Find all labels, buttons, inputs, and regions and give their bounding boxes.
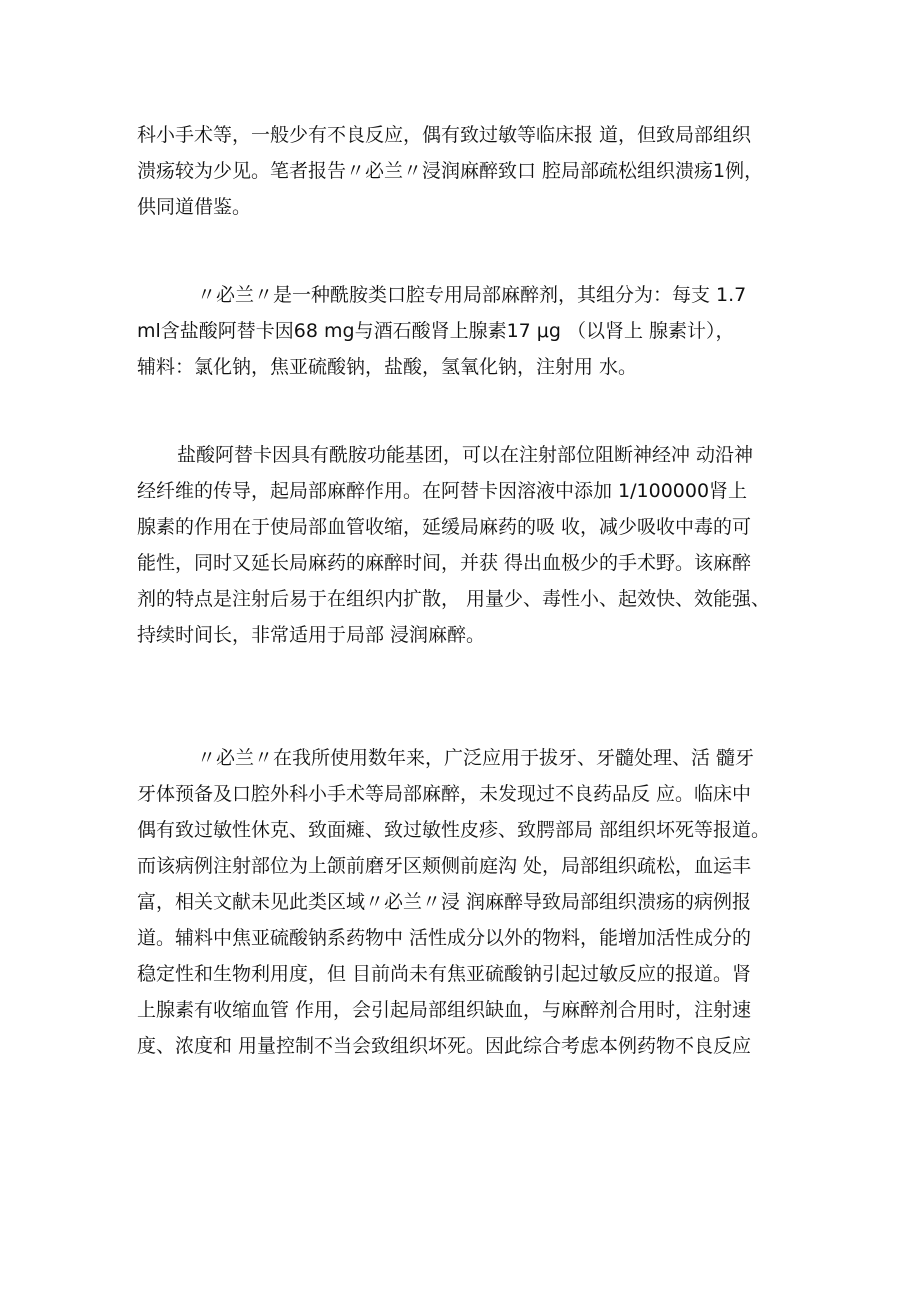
text-line: 溃疡较为少见。笔者报告〃必兰〃浸润麻醉致口 腔局部疏松组织溃疡1例， xyxy=(137,160,764,182)
text-line: 辅料：氯化钠，焦亚硫酸钠，盐酸，氢氧化钠，注射用 水。 xyxy=(137,356,638,378)
text-line: 道。辅料中焦亚硫酸钠系药物中 活性成分以外的物料，能增加活性成分的 xyxy=(137,927,752,949)
text-line: 盐酸阿替卡因具有酰胺功能基团，可以在注射部位阻断神经冲 动沿神 xyxy=(177,444,754,466)
text-line: 腺素的作用在于使局部血管收缩，延缓局麻药的吸 收，减少吸收中毒的可 xyxy=(137,516,752,538)
text-line: 而该病例注射部位为上颌前磨牙区颊侧前庭沟 处，局部组织疏松，血运丰 xyxy=(137,855,752,877)
text-line: 能性，同时又延长局麻药的麻醉时间，并获 得出血极少的手术野。该麻醉 xyxy=(137,552,752,574)
text-line: 度、浓度和 用量控制不当会致组织坏死。因此综合考虑本例药物不良反应 xyxy=(137,1035,752,1057)
text-line: 剂的特点是注射后易于在组织内扩散， 用量少、毒性小、起效快、效能强、 xyxy=(137,588,771,610)
text-line: 富，相关文献未见此类区域〃必兰〃浸 润麻醉导致局部组织溃疡的病例报 xyxy=(137,891,752,913)
paragraph-1 xyxy=(137,117,797,225)
paragraph-3 xyxy=(137,437,797,653)
text-line: 稳定性和生物利用度，但 目前尚未有焦亚硫酸钠引起过敏反应的报道。肾 xyxy=(137,963,752,985)
text-line: 牙体预备及口腔外科小手术等局部麻醉，未发现过不良药品反 应。临床中 xyxy=(137,783,752,805)
text-line: ml含盐酸阿替卡因68 mg与酒石酸肾上腺素17 μg （以肾上 腺素计）， xyxy=(137,320,735,342)
paragraph-2 xyxy=(137,277,797,385)
text-line: 供同道借鉴。 xyxy=(137,196,252,218)
text-line: 上腺素有收缩血管 作用，会引起局部组织缺血，与麻醉剂合用时，注射速 xyxy=(137,999,752,1021)
text-line: 经纤维的传导，起局部麻醉作用。在阿替卡因溶液中添加 1/100000肾上 xyxy=(137,480,748,502)
text-line: 偶有致过敏性休克、致面瘫、致过敏性皮疹、致腭部局 部组织坏死等报道。 xyxy=(137,819,771,841)
paragraph-4 xyxy=(137,740,797,1064)
text-line: 科小手术等，一般少有不良反应，偶有致过敏等临床报 道，但致局部组织 xyxy=(137,124,752,146)
text-line: 持续时间长，非常适用于局部 浸润麻醉。 xyxy=(137,624,486,646)
text-line: 〃必兰〃是一种酰胺类口腔专用局部麻醉剂，其组分为：每支 1.7 xyxy=(197,284,747,306)
text-line: 〃必兰〃在我所使用数年来，广泛应用于拔牙、牙髓处理、活 髓牙 xyxy=(197,747,755,769)
